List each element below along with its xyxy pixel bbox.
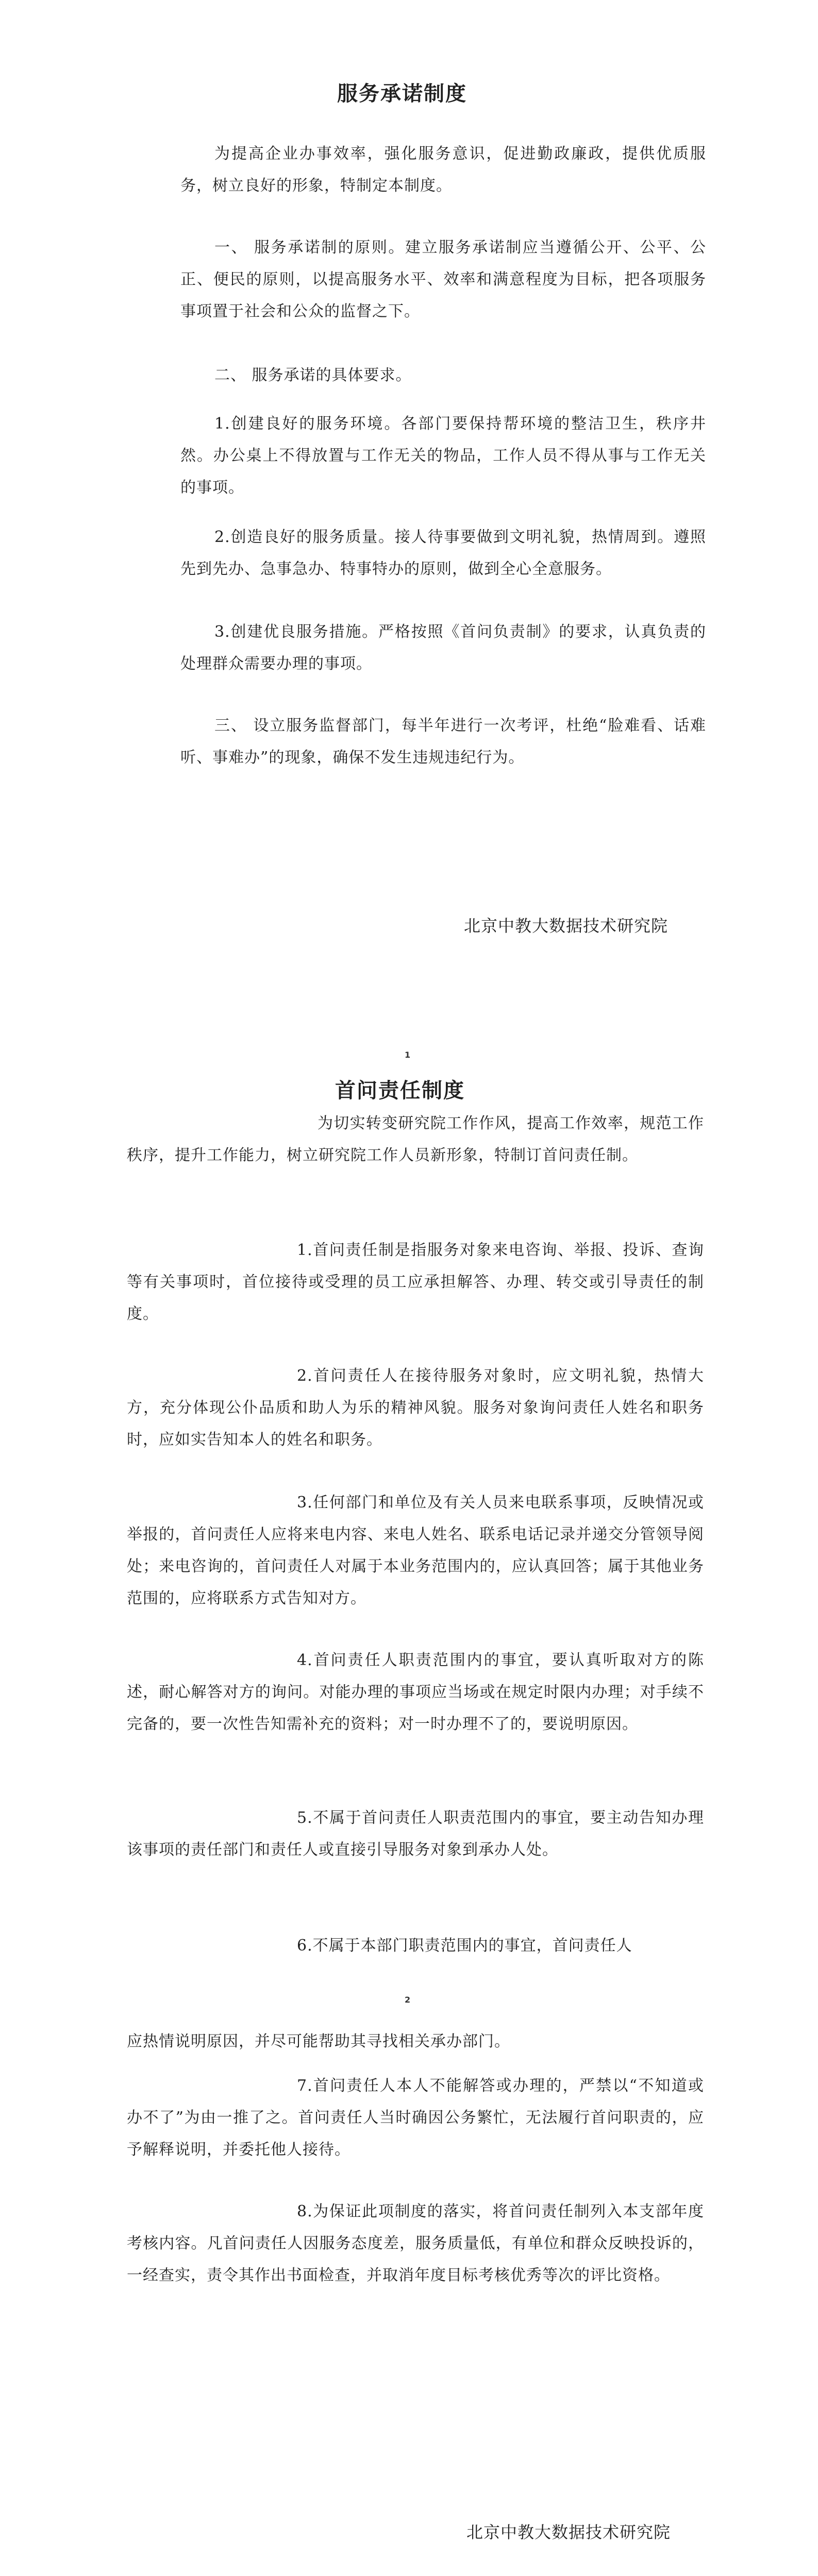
- intro-paragraph: 为切实转变研究院工作作风，提高工作效率，规范工作秩序，提升工作能力，树立研究院工作人员新形象，特制订首问责任制。: [127, 1114, 704, 1164]
- paragraph: 三、 设立服务监督部门，每半年进行一次考评，杜绝“脸难看、话难听、事难办”的现象，确保不发生违规违纪行为。: [180, 717, 706, 767]
- page-title: 服务承诺制度: [337, 81, 467, 106]
- list-item: 7.首问责任人本人不能解答或办理的，严禁以“不知道或办不了”为由一推了之。首问责任人当时确因公务繁忙，无法履行首问职责的，应予解释说明，并委托他人接待。: [127, 2077, 704, 2159]
- paragraph: 2.创造良好的服务质量。接人待事要做到文明礼貌，热情周到。遵照先到先办、急事急办、特事特办的原则，做到全心全意服务。: [180, 528, 706, 578]
- page-number: 1: [405, 1050, 411, 1060]
- list-item: 8.为保证此项制度的落实，将首问责任制列入本支部年度考核内容。凡首问责任人因服务态度差，服务质量低，有单位和群众反映投诉的，一经查实，责令其作出书面检查，并取消年度目标考核优秀等次的评比资格。: [127, 2202, 704, 2284]
- list-item: 2.首问责任人在接待服务对象时，应文明礼貌，热情大方，充分体现公仆品质和助人为乐的精神风貌。服务对象询问责任人姓名和职务时，应如实告知本人的姓名和职务。: [127, 1367, 704, 1449]
- paragraph: 一、 服务承诺制的原则。建立服务承诺制应当遵循公开、公平、公正、便民的原则，以提高服务水平、效率和满意程度为目标，把各项服务事项置于社会和公众的监督之下。: [180, 239, 706, 320]
- list-item: 5.不属于首问责任人职责范围内的事宜，要主动告知办理该事项的责任部门和责任人或直接引导服务对象到承办人处。: [127, 1809, 704, 1859]
- page-number: 2: [405, 1995, 411, 2005]
- section-heading: 二、 服务承诺的具体要求。: [214, 366, 412, 384]
- paragraph: 3.创建优良服务措施。严格按照《首问负责制》的要求，认真负责的处理群众需要办理的事项。: [180, 623, 706, 673]
- paragraph: 1.创建良好的服务环境。各部门要保持帮环境的整洁卫生，秩序井然。办公桌上不得放置与工作无关的物品，工作人员不得从事与工作无关的事项。: [180, 415, 706, 497]
- page-title: 首问责任制度: [335, 1078, 465, 1103]
- list-item: 3.任何部门和单位及有关人员来电联系事项，反映情况或举报的，首问责任人应将来电内容、来电人姓名、联系电话记录并递交分管领导阅处；来电咨询的，首问责任人对属于本业务范围内的，应认真回答；属于其他业务范围的，应将联系方式告知对方。: [127, 1494, 704, 1607]
- continuation-paragraph: 应热情说明原因，并尽可能帮助其寻找相关承办部门。: [127, 2032, 510, 2050]
- signature-organization: 北京中教大数据技术研究院: [464, 916, 669, 936]
- list-item: 4.首问责任人职责范围内的事宜，要认真听取对方的陈述，耐心解答对方的询问。对能办理的事项应当场或在规定时限内办理；对手续不完备的，要一次性告知需补充的资料；对一时办理不了的，要说明原因。: [127, 1651, 704, 1733]
- paragraph: 为提高企业办事效率，强化服务意识，促进勤政廉政，提供优质服务，树立良好的形象，特制定本制度。: [180, 145, 706, 195]
- list-item: 6.不属于本部门职责范围内的事宜，首问责任人: [297, 1937, 632, 1955]
- signature-organization: 北京中教大数据技术研究院: [466, 2522, 671, 2542]
- list-item: 1.首问责任制是指服务对象来电咨询、举报、投诉、查询等有关事项时，首位接待或受理的员工应承担解答、办理、转交或引导责任的制度。: [127, 1241, 704, 1323]
